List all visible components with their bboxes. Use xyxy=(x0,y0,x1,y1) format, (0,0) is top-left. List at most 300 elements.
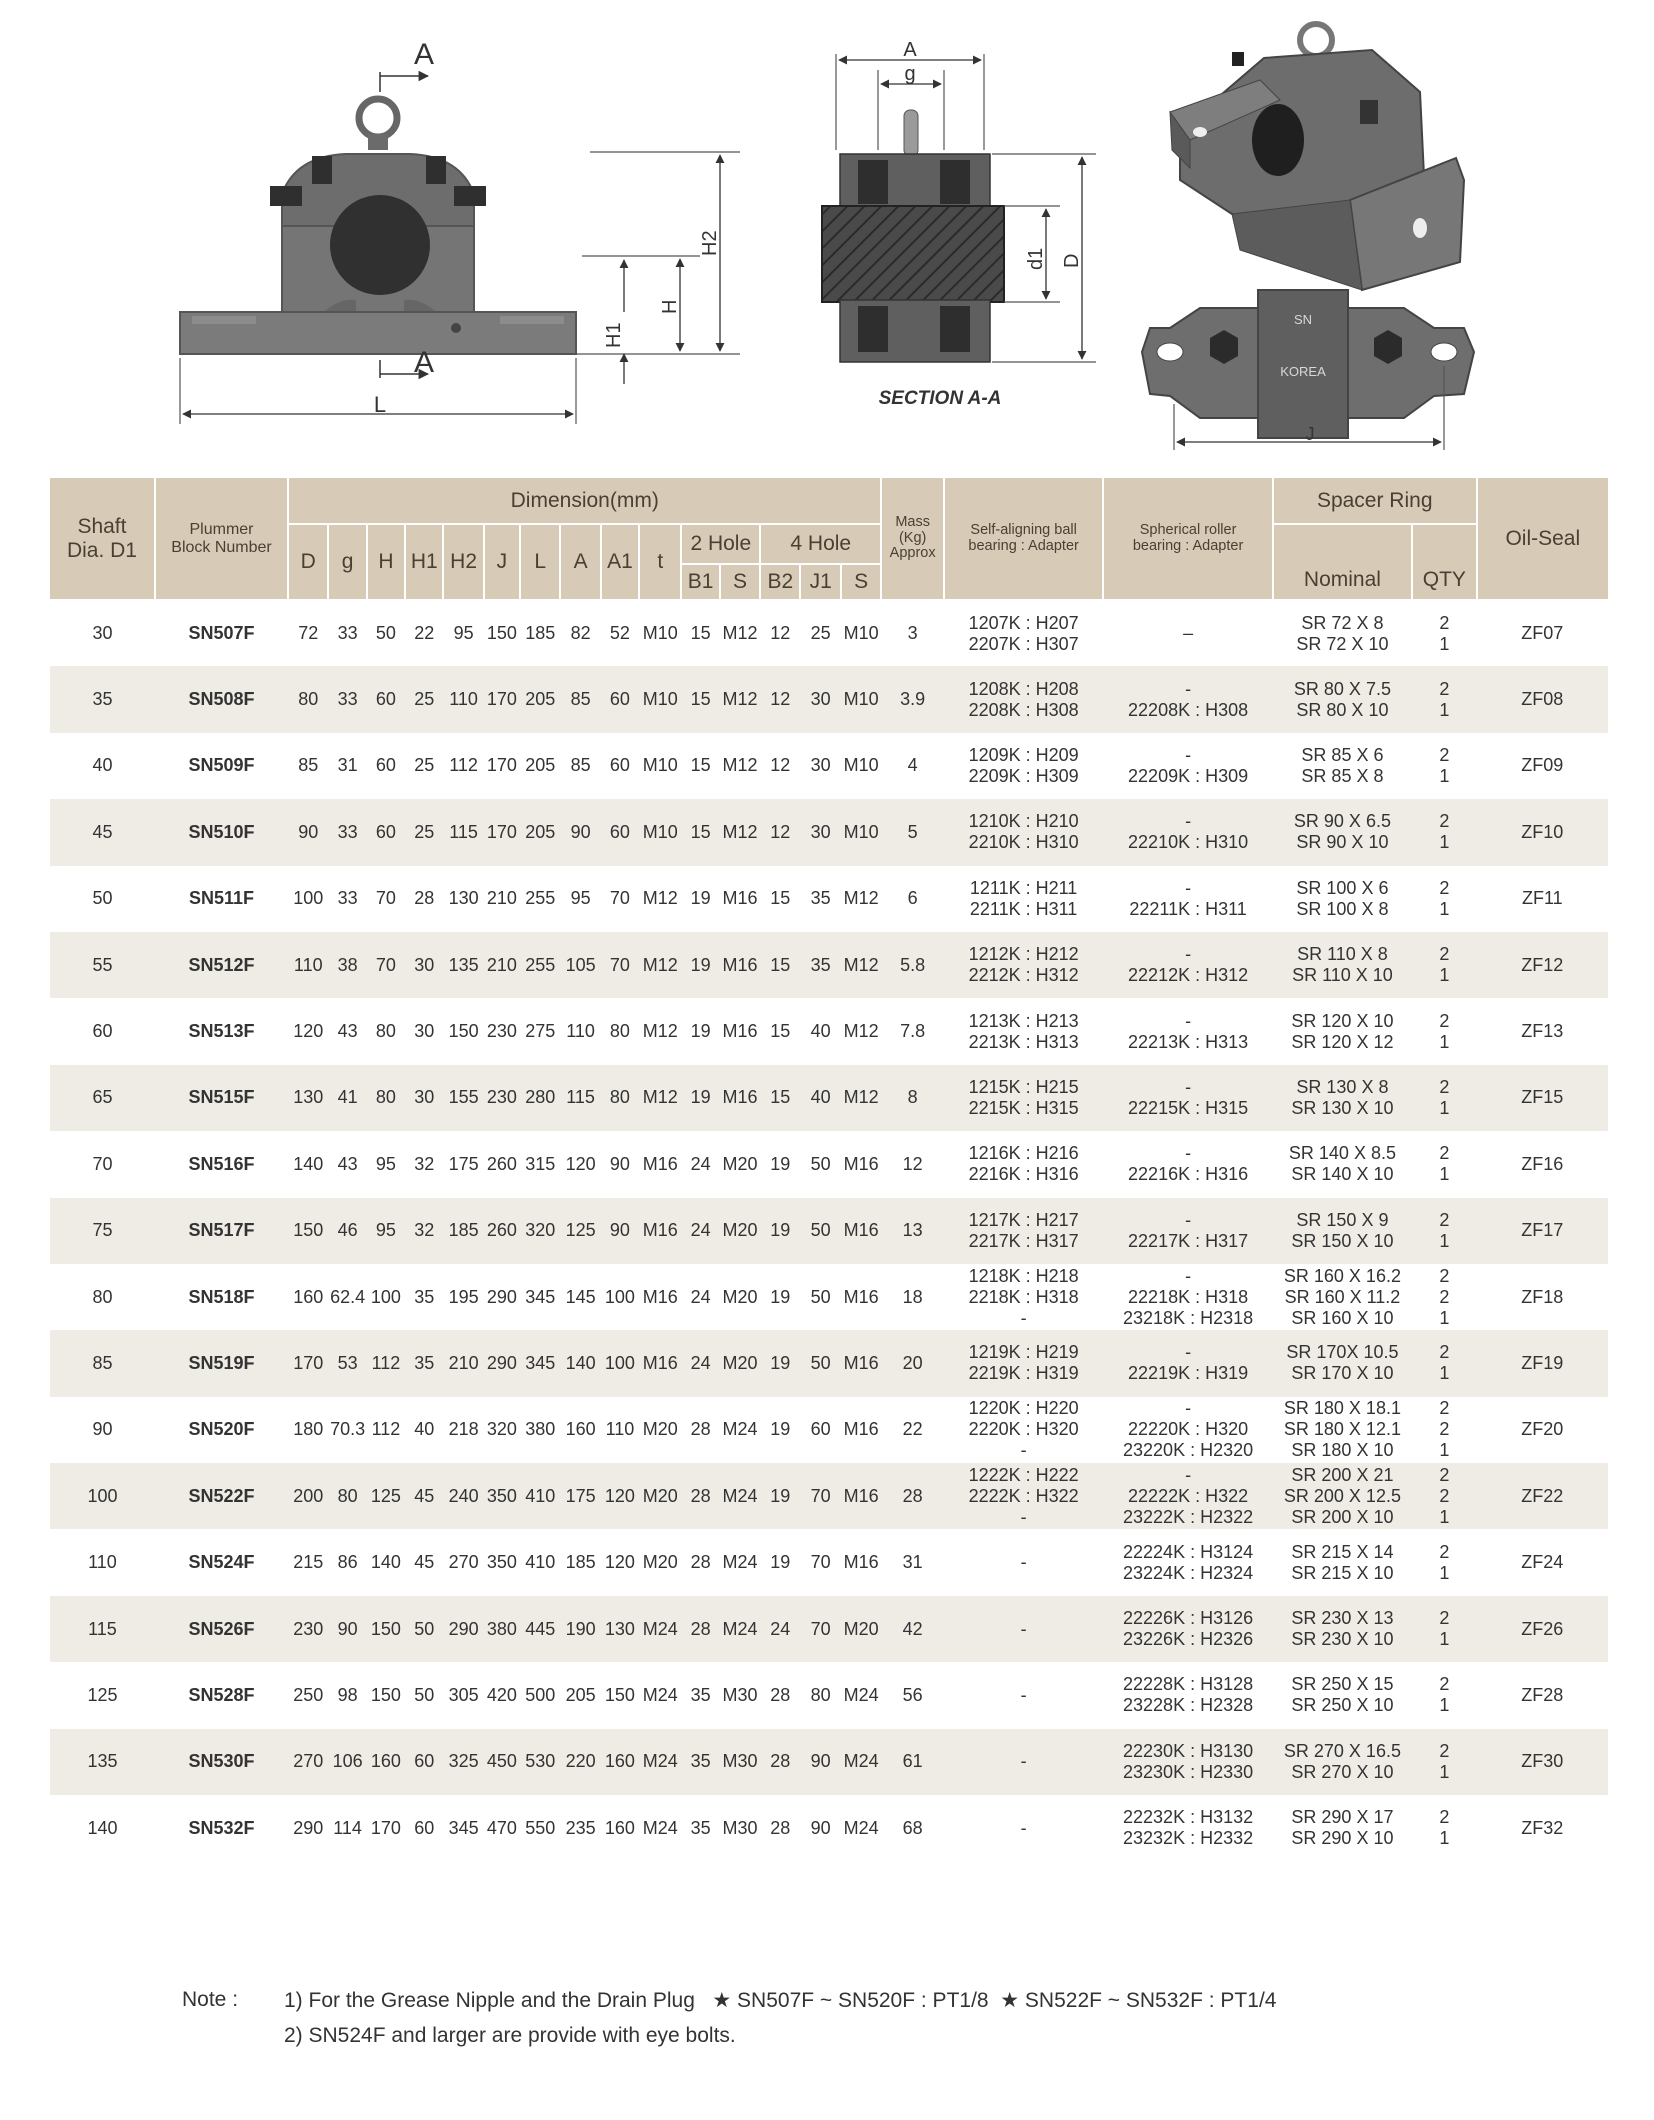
cell-l: 280 xyxy=(520,1065,560,1131)
cell-ball-bearing-line: 1215K : H215 xyxy=(968,1076,1079,1097)
cell-b1: 24 xyxy=(681,1198,719,1264)
cell-ball-bearing-line: 2211K : H311 xyxy=(969,898,1078,919)
cell-ball-bearing-line: 1219K : H219 xyxy=(968,1342,1079,1363)
cell-h1: 25 xyxy=(405,666,443,732)
cell-b1: 15 xyxy=(690,623,711,644)
cell-spacer-nominal-line: SR 140 X 8.5 xyxy=(1288,1143,1396,1164)
cell-s2: M16 xyxy=(722,1021,758,1042)
cell-spacer-nominal-line: SR 215 X 14 xyxy=(1291,1541,1394,1562)
cell-spacer-nominal xyxy=(1273,1198,1412,1264)
cell-a: 190 xyxy=(560,1596,600,1662)
cell-l: 255 xyxy=(520,932,560,998)
cell-spacer-nominal-line: SR 230 X 10 xyxy=(1291,1629,1394,1650)
dim-label-L: L xyxy=(373,392,387,417)
cell-spacer-qty xyxy=(1412,866,1477,932)
header-dim-D: D xyxy=(288,524,328,600)
cell-shaft: 80 xyxy=(92,1286,113,1307)
cell-b1: 15 xyxy=(681,666,719,732)
cell-h: 50 xyxy=(375,623,396,644)
cell-spacer-nominal xyxy=(1273,1596,1412,1662)
cell-h1: 35 xyxy=(414,1286,435,1307)
cell-part-number: SN522F xyxy=(155,1463,288,1529)
cell-spacer-qty-line: 1 xyxy=(1439,832,1450,853)
cell-g: 31 xyxy=(337,755,358,776)
dim-label-H1: H1 xyxy=(603,322,625,348)
cell-spacer-qty-line: 1 xyxy=(1439,1307,1450,1328)
cell-spacer-nominal-line: SR 270 X 16.5 xyxy=(1283,1740,1401,1761)
header-dim-H1: H1 xyxy=(405,524,443,600)
header-dim-A1: A1 xyxy=(601,524,639,600)
cell-s4: M24 xyxy=(843,1684,879,1705)
cell-ball-bearing-line: 2209K : H309 xyxy=(968,765,1079,786)
cell-h1: 25 xyxy=(414,755,435,776)
cell-s4: M24 xyxy=(841,1729,882,1795)
cell-s4: M10 xyxy=(841,666,882,732)
cell-h: 60 xyxy=(375,755,396,776)
cell-h: 80 xyxy=(367,1065,405,1131)
cell-j1: 35 xyxy=(800,932,840,998)
cell-a: 145 xyxy=(565,1286,596,1307)
cell-ball-bearing-line: 2218K : H318 xyxy=(968,1286,1079,1307)
cell-spacer-qty-line: 2 xyxy=(1439,1265,1450,1286)
cell-spacer-qty xyxy=(1412,1264,1477,1330)
cell-spacer-qty-line: 2 xyxy=(1439,1342,1450,1363)
cell-b1: 28 xyxy=(690,1552,711,1573)
cell-j: 470 xyxy=(486,1817,517,1838)
cell-h2: 110 xyxy=(443,666,483,732)
cell-spacer-qty-line: 1 xyxy=(1439,1828,1450,1849)
cell-mass: 18 xyxy=(902,1286,923,1307)
cell-spacer-qty-line: 1 xyxy=(1439,898,1450,919)
cell-j: 290 xyxy=(486,1286,517,1307)
cell-shaft: 135 xyxy=(50,1729,155,1795)
cell-j: 210 xyxy=(484,932,520,998)
cell-roller-bearing-line: 22218K : H318 xyxy=(1128,1286,1249,1307)
note-row-1 xyxy=(182,1988,1276,2024)
cell-shaft: 60 xyxy=(92,1021,113,1042)
cell-j1: 30 xyxy=(810,755,831,776)
cell-spacer-nominal-line: SR 85 X 8 xyxy=(1301,765,1384,786)
cell-spacer-nominal xyxy=(1273,666,1412,732)
cell-spacer-qty-line: 2 xyxy=(1439,1010,1450,1031)
cell-s4: M10 xyxy=(843,755,879,776)
cell-spacer-nominal-line: SR 150 X 10 xyxy=(1291,1230,1394,1251)
cell-ball-bearing-line: 1210K : H210 xyxy=(968,811,1079,832)
cell-l: 205 xyxy=(525,755,556,776)
cell-roller-bearing-line: 22222K : H322 xyxy=(1128,1485,1249,1506)
cell-spacer-qty xyxy=(1412,998,1477,1064)
cell-roller-bearing-line: 23230K : H2330 xyxy=(1123,1761,1254,1782)
cell-part-number: SN518F xyxy=(188,1286,255,1307)
cell-a: 220 xyxy=(560,1729,600,1795)
cell-b1: 28 xyxy=(681,1463,719,1529)
cell-mass: 5 xyxy=(881,799,944,865)
cell-a: 85 xyxy=(560,666,600,732)
cell-h1: 30 xyxy=(405,1065,443,1131)
cell-part-number: SN519F xyxy=(155,1330,288,1396)
cell-s2: M12 xyxy=(720,666,760,732)
cell-roller-bearing-line: 22209K : H309 xyxy=(1128,765,1249,786)
cell-spacer-qty xyxy=(1412,799,1477,865)
cell-s4: M16 xyxy=(843,1419,879,1440)
cell-j1: 50 xyxy=(800,1330,840,1396)
cell-roller-bearing-line: 23220K : H2320 xyxy=(1123,1440,1254,1461)
cell-g: 98 xyxy=(337,1684,358,1705)
cell-ball-bearing-line: 2219K : H319 xyxy=(968,1363,1079,1384)
cell-mass: 3.9 xyxy=(881,666,944,732)
cell-g: 90 xyxy=(328,1596,366,1662)
cell-ball-bearing-line: 2215K : H315 xyxy=(968,1097,1079,1118)
cell-j: 380 xyxy=(484,1596,520,1662)
cell-b2: 19 xyxy=(760,1463,800,1529)
cell-h: 70 xyxy=(367,932,405,998)
cell-roller-bearing xyxy=(1103,1596,1273,1662)
cell-part-number: SN524F xyxy=(188,1552,255,1573)
cell-s2: M12 xyxy=(722,623,758,644)
cell-b1: 19 xyxy=(681,1065,719,1131)
cell-s2: M20 xyxy=(722,1286,758,1307)
table-row xyxy=(50,666,1608,732)
cell-oil-seal: ZF11 xyxy=(1521,888,1563,909)
cell-b2: 19 xyxy=(770,1153,791,1174)
cell-ball-bearing xyxy=(944,1330,1103,1396)
table-row xyxy=(50,1131,1608,1197)
cell-spacer-qty-line: 2 xyxy=(1439,1143,1450,1164)
cell-spacer-nominal xyxy=(1273,1397,1412,1463)
cell-shaft: 90 xyxy=(92,1419,113,1440)
cell-part-number: SN528F xyxy=(188,1684,255,1705)
table-body xyxy=(50,600,1608,1861)
cell-ball-bearing xyxy=(944,799,1103,865)
cell-roller-bearing-line: 23228K : H2328 xyxy=(1123,1695,1254,1716)
cell-s2: M24 xyxy=(720,1596,760,1662)
cell-b1: 24 xyxy=(690,1153,711,1174)
cell-roller-bearing-line: 22220K : H320 xyxy=(1128,1419,1249,1440)
cell-h2: 95 xyxy=(453,623,474,644)
cell-mass: 61 xyxy=(881,1729,944,1795)
section-view-drawing xyxy=(822,39,1096,409)
cell-g: 43 xyxy=(337,1021,358,1042)
cell-spacer-nominal xyxy=(1273,799,1412,865)
cell-ball-bearing-line: 2222K : H322 xyxy=(968,1485,1079,1506)
table-row xyxy=(50,998,1608,1064)
cell-a1: 70 xyxy=(601,932,639,998)
cell-ball-bearing xyxy=(944,998,1103,1064)
cell-t: M10 xyxy=(639,799,681,865)
cell-spacer-nominal-line: SR 230 X 13 xyxy=(1291,1608,1394,1629)
cell-b1: 19 xyxy=(681,932,719,998)
cell-ball-bearing xyxy=(944,1662,1103,1728)
cell-roller-bearing-line: - xyxy=(1185,678,1192,699)
cell-spacer-qty-line: 1 xyxy=(1439,1164,1450,1185)
table-row xyxy=(50,932,1608,998)
cell-j1: 90 xyxy=(810,1817,831,1838)
cell-spacer-nominal-line: SR 150 X 9 xyxy=(1296,1209,1389,1230)
cell-d: 120 xyxy=(293,1021,324,1042)
cell-h: 95 xyxy=(375,1153,396,1174)
cell-spacer-nominal xyxy=(1273,1065,1412,1131)
cell-j1: 30 xyxy=(800,799,840,865)
cell-roller-bearing-line: 22217K : H317 xyxy=(1128,1230,1249,1251)
cell-spacer-nominal xyxy=(1273,1264,1412,1330)
cell-spacer-qty xyxy=(1412,1131,1477,1197)
cell-mass: 13 xyxy=(881,1198,944,1264)
cell-h1: 60 xyxy=(405,1729,443,1795)
header-roller-bearing: Spherical roller bearing : Adapter xyxy=(1103,478,1273,600)
cell-s4: M12 xyxy=(843,1021,879,1042)
cell-spacer-qty-line: 2 xyxy=(1439,1464,1450,1485)
table-row xyxy=(50,1662,1608,1728)
cell-ball-bearing xyxy=(944,1463,1103,1529)
header-dim-H: H xyxy=(367,524,405,600)
cell-part-number: SN507F xyxy=(188,623,255,644)
cell-ball-bearing-line: 1211K : H211 xyxy=(969,877,1078,898)
cell-b1: 15 xyxy=(681,799,719,865)
dim-label-g: g xyxy=(904,63,916,85)
cell-mass: 4 xyxy=(907,755,918,776)
cell-spacer-nominal xyxy=(1273,998,1412,1064)
cell-s4: M12 xyxy=(843,888,879,909)
cell-h2: 345 xyxy=(448,1817,479,1838)
cell-a1: 70 xyxy=(609,888,630,909)
cell-mass: 7.8 xyxy=(900,1021,926,1042)
cell-a: 105 xyxy=(560,932,600,998)
cell-h1: 50 xyxy=(405,1596,443,1662)
cell-roller-bearing-line: - xyxy=(1185,1398,1192,1419)
cell-b1: 19 xyxy=(690,888,711,909)
cell-g: 70.3 xyxy=(330,1419,366,1440)
cell-b2: 19 xyxy=(770,1419,791,1440)
cell-oil-seal: ZF08 xyxy=(1477,666,1608,732)
cell-t: M10 xyxy=(642,755,678,776)
cell-oil-seal: ZF19 xyxy=(1477,1330,1608,1396)
cell-roller-bearing-line: – xyxy=(1183,623,1194,644)
cell-ball-bearing-line: - xyxy=(1020,1618,1027,1639)
cell-a1: 60 xyxy=(609,755,630,776)
cell-shaft: 55 xyxy=(50,932,155,998)
cell-l: 445 xyxy=(520,1596,560,1662)
cell-s4: M16 xyxy=(843,1552,879,1573)
cell-b2: 15 xyxy=(770,1021,791,1042)
cell-ball-bearing xyxy=(944,733,1103,799)
cell-ball-bearing-line: 1218K : H218 xyxy=(968,1265,1079,1286)
cell-oil-seal: ZF26 xyxy=(1477,1596,1608,1662)
cell-b1: 19 xyxy=(690,1021,711,1042)
cell-spacer-qty-line: 2 xyxy=(1439,1608,1450,1629)
table-row xyxy=(50,1795,1608,1861)
cell-part-number: SN530F xyxy=(155,1729,288,1795)
cell-a1: 60 xyxy=(601,799,639,865)
cell-t: M24 xyxy=(639,1729,681,1795)
cell-spacer-nominal-line: SR 72 X 10 xyxy=(1296,633,1389,654)
cell-j1: 90 xyxy=(800,1729,840,1795)
cell-a1: 52 xyxy=(609,623,630,644)
cell-spacer-nominal-line: SR 200 X 21 xyxy=(1291,1464,1394,1485)
table-row xyxy=(50,1596,1608,1662)
cell-spacer-nominal xyxy=(1273,1131,1412,1197)
cell-roller-bearing xyxy=(1103,666,1273,732)
cell-ball-bearing-line: 2220K : H320 xyxy=(968,1419,1079,1440)
cell-roller-bearing-line: 22212K : H312 xyxy=(1128,965,1249,986)
cell-spacer-nominal xyxy=(1273,1662,1412,1728)
cell-h1: 25 xyxy=(405,799,443,865)
header-2-hole: 2 Hole xyxy=(681,524,760,564)
cell-h: 95 xyxy=(367,1198,405,1264)
cell-spacer-qty-line: 2 xyxy=(1439,877,1450,898)
section-caption: SECTION A-A xyxy=(878,388,1002,409)
cell-ball-bearing-line: 2208K : H308 xyxy=(968,699,1079,720)
cell-d: 150 xyxy=(288,1198,328,1264)
cell-j: 290 xyxy=(484,1330,520,1396)
cell-a: 125 xyxy=(560,1198,600,1264)
cell-d: 130 xyxy=(288,1065,328,1131)
cell-h1: 28 xyxy=(414,888,435,909)
cell-ball-bearing xyxy=(944,866,1103,932)
header-2hole-B1: B1 xyxy=(681,564,719,600)
cell-a1: 120 xyxy=(604,1552,635,1573)
cell-g: 41 xyxy=(328,1065,366,1131)
table-row xyxy=(50,866,1608,932)
cell-s4: M16 xyxy=(843,1286,879,1307)
cell-roller-bearing-line: 22216K : H316 xyxy=(1128,1164,1249,1185)
cell-t: M12 xyxy=(639,1065,681,1131)
header-dim-L: L xyxy=(520,524,560,600)
cell-t: M16 xyxy=(642,1286,678,1307)
cell-t: M24 xyxy=(642,1817,678,1838)
cell-spacer-nominal-line: SR 80 X 7.5 xyxy=(1293,678,1391,699)
table-row xyxy=(50,1264,1608,1330)
cell-spacer-nominal-line: SR 200 X 10 xyxy=(1291,1506,1394,1527)
cell-s2: M20 xyxy=(720,1198,760,1264)
cell-t: M12 xyxy=(642,1021,678,1042)
table-row xyxy=(50,733,1608,799)
cell-spacer-nominal-line: SR 72 X 8 xyxy=(1301,612,1384,633)
section-mark-bottom: A xyxy=(413,346,435,379)
cell-d: 170 xyxy=(288,1330,328,1396)
cell-ball-bearing-line: 1207K : H207 xyxy=(968,612,1079,633)
cell-s4: M10 xyxy=(841,799,882,865)
cell-s2: M30 xyxy=(722,1817,758,1838)
section-mark-top: A xyxy=(413,38,435,71)
header-dim-H2: H2 xyxy=(443,524,483,600)
cell-b2: 12 xyxy=(760,799,800,865)
cell-l: 550 xyxy=(525,1817,556,1838)
cell-spacer-nominal-line: SR 130 X 10 xyxy=(1291,1097,1394,1118)
cell-roller-bearing-line: 22211K : H311 xyxy=(1129,898,1247,919)
cell-b1: 28 xyxy=(681,1596,719,1662)
header-4hole-J1: J1 xyxy=(800,564,840,600)
cell-spacer-qty xyxy=(1412,1397,1477,1463)
cell-roller-bearing xyxy=(1103,1330,1273,1396)
cell-spacer-qty-line: 2 xyxy=(1439,744,1450,765)
cell-roller-bearing-line: 23224K : H2324 xyxy=(1123,1562,1254,1583)
cell-spacer-nominal xyxy=(1273,1463,1412,1529)
cell-a1: 130 xyxy=(601,1596,639,1662)
cell-roller-bearing xyxy=(1103,1264,1273,1330)
cell-roller-bearing xyxy=(1103,1198,1273,1264)
cell-roller-bearing xyxy=(1103,998,1273,1064)
cell-l: 500 xyxy=(525,1684,556,1705)
cell-t: M10 xyxy=(639,666,681,732)
cell-h2: 135 xyxy=(443,932,483,998)
cell-spacer-nominal-line: SR 160 X 16.2 xyxy=(1283,1265,1401,1286)
cell-a1: 100 xyxy=(601,1330,639,1396)
cell-s2: M20 xyxy=(720,1330,760,1396)
plummer-block-spec-table xyxy=(50,478,1608,1861)
cell-d: 270 xyxy=(288,1729,328,1795)
cell-a: 175 xyxy=(560,1463,600,1529)
cell-mass: 28 xyxy=(881,1463,944,1529)
cell-spacer-nominal xyxy=(1273,932,1412,998)
cell-j1: 40 xyxy=(800,1065,840,1131)
cell-h1: 30 xyxy=(405,932,443,998)
header-dim-t: t xyxy=(639,524,681,600)
cell-j1: 60 xyxy=(810,1419,831,1440)
cell-spacer-qty-line: 1 xyxy=(1439,633,1450,654)
cell-d: 160 xyxy=(293,1286,324,1307)
cell-t: M24 xyxy=(639,1596,681,1662)
cell-roller-bearing xyxy=(1103,799,1273,865)
cell-spacer-qty-line: 2 xyxy=(1439,1209,1450,1230)
cell-spacer-qty xyxy=(1412,1729,1477,1795)
cell-s4: M20 xyxy=(841,1596,882,1662)
cell-a: 110 xyxy=(566,1021,595,1042)
cell-mass: 42 xyxy=(881,1596,944,1662)
cell-l: 345 xyxy=(525,1286,556,1307)
cell-j1: 70 xyxy=(800,1463,840,1529)
cell-ball-bearing xyxy=(944,1729,1103,1795)
cell-a: 120 xyxy=(565,1153,596,1174)
cell-part-number: SN532F xyxy=(188,1817,255,1838)
cell-j: 420 xyxy=(486,1684,517,1705)
cell-h2: 112 xyxy=(449,755,478,776)
cell-j1: 50 xyxy=(800,1198,840,1264)
plate-text-korea: KOREA xyxy=(1280,364,1326,379)
cell-a: 90 xyxy=(560,799,600,865)
cell-b1: 24 xyxy=(690,1286,711,1307)
cell-d: 230 xyxy=(288,1596,328,1662)
cell-s4: M24 xyxy=(843,1817,879,1838)
cell-spacer-qty-line: 2 xyxy=(1439,1485,1450,1506)
cell-t: M16 xyxy=(642,1153,678,1174)
cell-s2: M24 xyxy=(720,1463,760,1529)
cell-spacer-qty-line: 1 xyxy=(1439,1230,1450,1251)
cell-j: 170 xyxy=(484,666,520,732)
cell-d: 290 xyxy=(293,1817,324,1838)
cell-j1: 50 xyxy=(810,1153,831,1174)
cell-t: M20 xyxy=(642,1419,678,1440)
cell-spacer-qty xyxy=(1412,1596,1477,1662)
cell-h: 80 xyxy=(375,1021,396,1042)
cell-h2: 240 xyxy=(443,1463,483,1529)
cell-h1: 45 xyxy=(405,1463,443,1529)
cell-ball-bearing-line: 2217K : H317 xyxy=(968,1230,1079,1251)
cell-roller-bearing-line: - xyxy=(1185,944,1192,965)
cell-oil-seal: ZF13 xyxy=(1521,1021,1564,1042)
cell-b2: 19 xyxy=(770,1552,791,1573)
cell-h: 112 xyxy=(367,1330,405,1396)
cell-a1: 120 xyxy=(601,1463,639,1529)
cell-a1: 110 xyxy=(605,1419,635,1440)
cell-d: 215 xyxy=(293,1552,324,1573)
cell-g: 80 xyxy=(328,1463,366,1529)
cell-s2: M30 xyxy=(720,1729,760,1795)
cell-spacer-qty-line: 1 xyxy=(1439,765,1450,786)
cell-b2: 28 xyxy=(770,1817,791,1838)
cell-ball-bearing-line: - xyxy=(1020,1751,1027,1772)
cell-shaft: 45 xyxy=(50,799,155,865)
cell-roller-bearing-line: 23232K : H2332 xyxy=(1123,1828,1254,1849)
